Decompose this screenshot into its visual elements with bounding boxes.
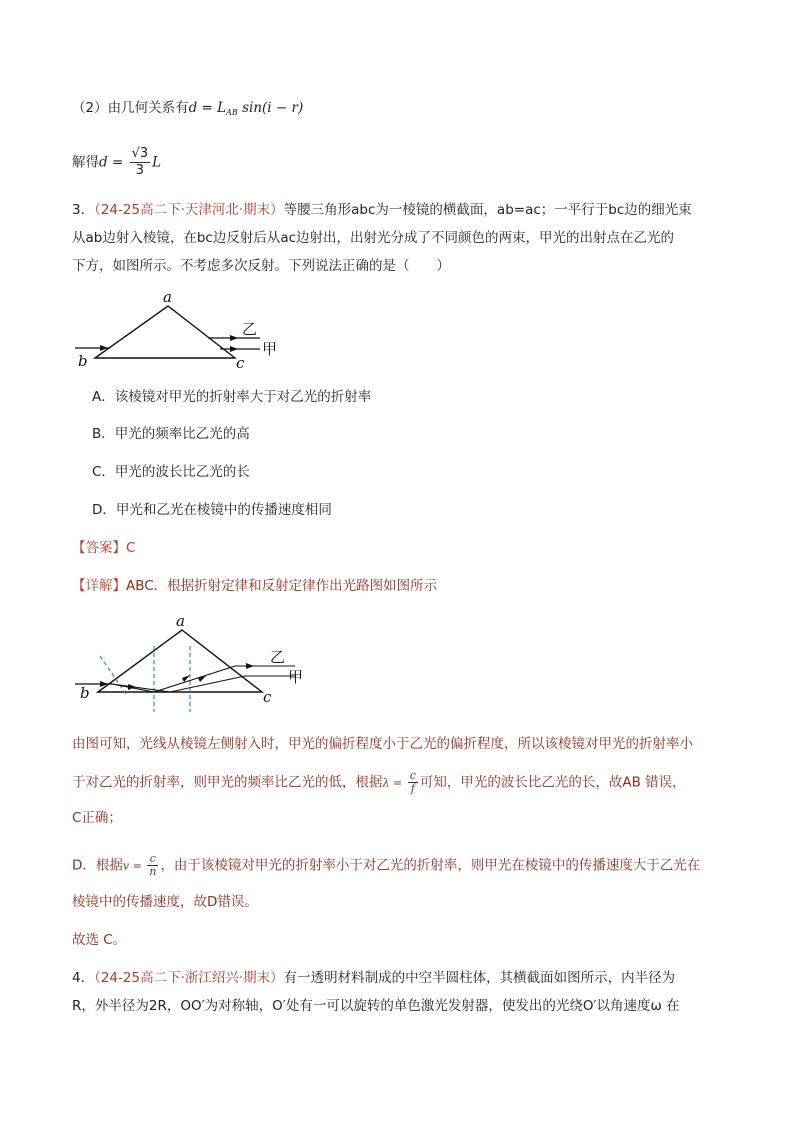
formula-lambda-fraction [408, 770, 418, 795]
answer-value: C [126, 540, 136, 556]
detail-p2-line1: D．根据v = $\frac{c}{n}$ ，由于该棱镜对甲光的折射率小于对乙光的折射率，则甲光在棱镜中的传播速度大于乙光在 [72, 852, 701, 878]
formula-v: v [122, 859, 130, 873]
label-jia-2: 甲 [288, 668, 304, 686]
label-b: b [78, 352, 88, 368]
label-yi-2: 乙 [270, 648, 286, 666]
q4-line1-rest: 有一透明材料制成的中空半圆柱体，其横截面如图所示，内半径为 [283, 970, 676, 986]
formula-eq: = [197, 100, 218, 116]
formula-d: d [188, 100, 198, 116]
q4-source: （24-25高二下·浙江绍兴·期末） [94, 970, 284, 986]
solve-num: √3 [131, 146, 149, 161]
answer-tag: 【答案】 [72, 540, 126, 556]
q3-line2: 从ab边射入棱镜，在bc边反射后从ac边射出，出射光分成了不同颜色的两束，甲光的出射点在乙光的 [72, 230, 675, 246]
ray-diagram-figure [70, 608, 320, 718]
yi-arrow [230, 335, 238, 341]
yi-arrow-2 [246, 663, 254, 669]
solve-fraction [130, 146, 151, 179]
q3-line1 [72, 200, 692, 220]
detail-p2-line1b: ，由于该棱镜对甲光的折射率小于对乙光的折射率，则甲光在棱镜中的传播速度大于乙光在 [160, 857, 701, 874]
v-den: n [149, 865, 157, 878]
detail-p2-line1a: D．根据 [72, 857, 123, 874]
option-c: C．甲光的波长比乙光的长 [92, 464, 250, 480]
formula-L: L [217, 100, 227, 116]
v-num: c [147, 853, 158, 866]
q3-source: （24-25高二下·天津河北·期末） [94, 202, 284, 218]
detail-p1-line2: 于对乙光的折射率，则甲光的频率比乙光的低，根据λ = $\frac{c}{f}$ 可知，甲光的波长比乙光的长，故AB 错误， [72, 769, 686, 795]
jia-arrow [230, 346, 238, 352]
label-c-2: c [263, 688, 272, 706]
q3-line1-rest: 等腰三角形abc为一棱镜的横截面，ab=ac；一平行于bc边的细光束 [283, 202, 692, 218]
solve-line [72, 146, 161, 179]
detail-p1-line2a: 于对乙光的折射率，则甲光的频率比乙光的低，根据 [72, 774, 383, 791]
label-a: a [163, 288, 172, 306]
solve-L: L [152, 154, 162, 171]
solve-d: d [99, 154, 108, 171]
label-c: c [236, 354, 245, 368]
solve-text: 解得 [72, 154, 99, 171]
answer-line [72, 538, 135, 558]
solve-den: 3 [135, 163, 144, 178]
q4-line1 [72, 968, 675, 988]
part2-text: （2）由几何关系有 [72, 100, 189, 116]
label-b-2: b [80, 684, 90, 702]
option-a: A．该棱镜对甲光的折射率大于对乙光的折射率 [92, 389, 372, 405]
q4-line2: R，外半径为2R，OO′为对称轴，O′处有一可以旋转的单色激光发射器，使发出的光绕O′以角速度ω 在 [72, 998, 680, 1014]
solve-eq: = [107, 154, 128, 171]
prism-figure [70, 288, 290, 368]
lambda-num: c [409, 769, 416, 782]
formula-v-fraction [147, 853, 158, 878]
detail-tag: 【详解】 [72, 578, 126, 594]
prism-triangle [95, 306, 235, 358]
formula-sub-ab: AB [226, 108, 238, 117]
detail-intro-line [72, 576, 437, 596]
label-yi: 乙 [242, 320, 258, 338]
detail-p1-line1: 由图可知，光线从棱镜左侧射入时，甲光的偏折程度小于乙光的偏折程度，所以该棱镜对甲光的折射率小 [72, 736, 693, 752]
option-d: D．甲光和乙光在棱镜中的传播速度相同 [92, 502, 332, 518]
prism-triangle-2 [98, 630, 262, 692]
label-jia: 甲 [262, 340, 278, 358]
detail-intro: ABC．根据折射定律和反射定律作出光路图如图所示 [126, 578, 438, 594]
detail-conclusion: 故选 C。 [72, 932, 127, 948]
q3-number: 3． [72, 202, 95, 218]
detail-p1-line3: C正确； [72, 810, 122, 826]
detail-p2-line2: 棱镜中的传播速度，故D错误。 [72, 894, 258, 910]
formula-sin: sin(i − r) [237, 100, 304, 116]
path-arrow-1 [128, 684, 136, 690]
formula-lambda: λ [382, 776, 390, 790]
part2-line [72, 98, 303, 123]
detail-p1-line2b: 可知，甲光的波长比乙光的长，故AB 错误， [419, 774, 686, 791]
label-a-2: a [176, 612, 185, 630]
lambda-den: f [410, 782, 415, 795]
q4-number: 4． [72, 970, 95, 986]
q3-line3: 下方，如图所示。不考虑多次反射。下列说法正确的是（ ） [72, 258, 450, 274]
option-b: B．甲光的频率比乙光的高 [92, 426, 250, 442]
